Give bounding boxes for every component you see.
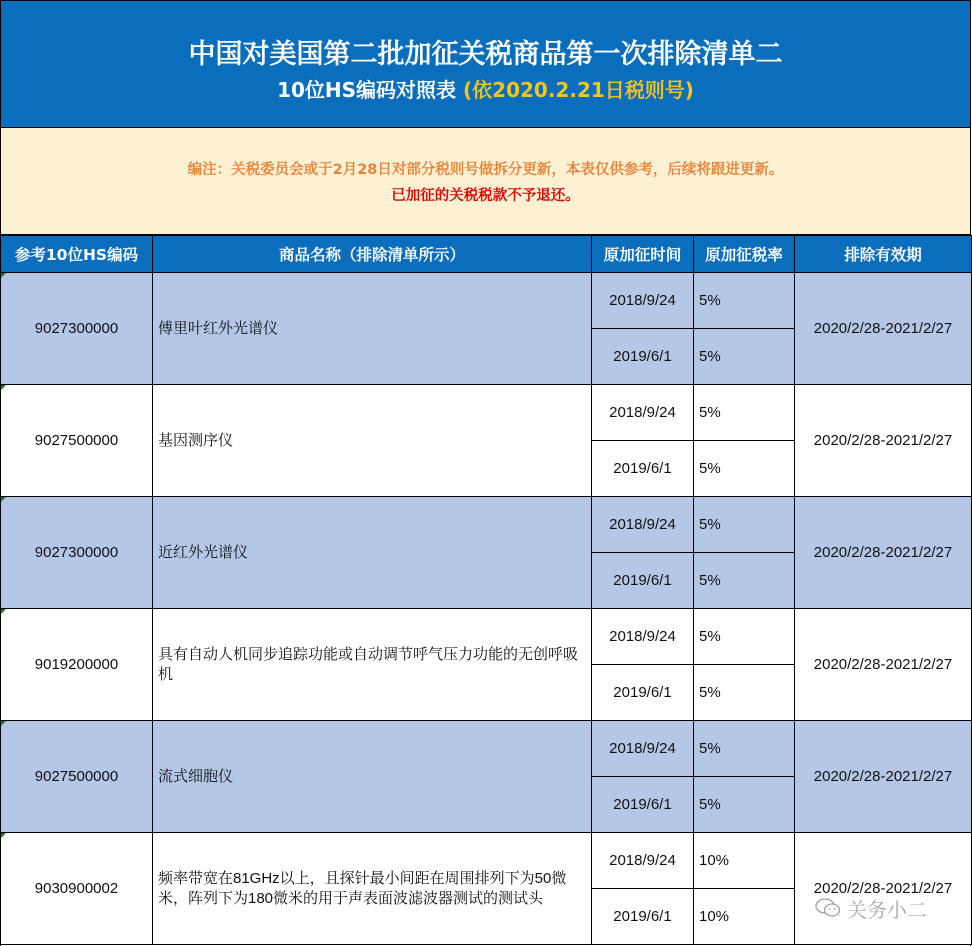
table-row bbox=[1, 497, 972, 553]
date-cell: 2018/9/24 bbox=[592, 273, 694, 329]
watermark bbox=[815, 893, 965, 923]
rate-cell: 10% bbox=[694, 889, 795, 945]
subtitle-accent: (依2020.2.21日税则号) bbox=[463, 78, 694, 102]
validity-cell: 2020/2/28-2021/2/27 bbox=[795, 609, 972, 721]
product-name-cell: 频率带宽在81GHz以上，且探针最小间距在周围排列下为50微米，阵列下为180微米的用于声表面波滤波器测试的测试头 bbox=[153, 833, 592, 945]
rate-cell: 5% bbox=[694, 553, 795, 609]
table-row bbox=[1, 273, 972, 329]
title-banner bbox=[0, 0, 971, 128]
date-cell: 2019/6/1 bbox=[592, 777, 694, 833]
rate-cell: 5% bbox=[694, 609, 795, 665]
column-header-hs-code: 参考10位HS编码 bbox=[1, 236, 153, 273]
rate-cell: 5% bbox=[694, 665, 795, 721]
rate-cell: 10% bbox=[694, 833, 795, 889]
date-cell: 2018/9/24 bbox=[592, 721, 694, 777]
exclusion-table bbox=[0, 235, 972, 945]
page-title: 中国对美国第二批加征关税商品第一次排除清单二 bbox=[188, 39, 783, 70]
table-row bbox=[1, 385, 972, 441]
rate-cell: 5% bbox=[694, 385, 795, 441]
hs-code-cell: 9019200000 bbox=[1, 609, 153, 721]
date-cell: 2018/9/24 bbox=[592, 497, 694, 553]
rate-cell: 5% bbox=[694, 329, 795, 385]
hs-code-cell: 9030900002 bbox=[1, 833, 153, 945]
table-row bbox=[1, 609, 972, 665]
date-cell: 2018/9/24 bbox=[592, 385, 694, 441]
product-name-cell: 流式细胞仪 bbox=[153, 721, 592, 833]
hs-code-cell: 9027500000 bbox=[1, 385, 153, 497]
table-header-row bbox=[1, 236, 972, 273]
editor-note bbox=[0, 128, 971, 235]
date-cell: 2018/9/24 bbox=[592, 833, 694, 889]
column-header-product-name: 商品名称（排除清单所示） bbox=[153, 236, 592, 273]
validity-cell: 2020/2/28-2021/2/27 bbox=[795, 385, 972, 497]
date-cell: 2018/9/24 bbox=[592, 609, 694, 665]
date-cell: 2019/6/1 bbox=[592, 665, 694, 721]
validity-cell: 2020/2/28-2021/2/27 bbox=[795, 497, 972, 609]
rate-cell: 5% bbox=[694, 777, 795, 833]
table-row bbox=[1, 833, 972, 889]
date-cell: 2019/6/1 bbox=[592, 553, 694, 609]
subtitle-main: 10位HS编码对照表 bbox=[277, 78, 457, 102]
date-cell: 2019/6/1 bbox=[592, 889, 694, 945]
note-line-no-refund: 已加征的关税税款不予退还。 bbox=[391, 188, 580, 204]
validity-cell: 2020/2/28-2021/2/27 bbox=[795, 721, 972, 833]
rate-cell: 5% bbox=[694, 273, 795, 329]
column-header-original-date: 原加征时间 bbox=[592, 236, 694, 273]
rate-cell: 5% bbox=[694, 721, 795, 777]
product-name-cell: 傅里叶红外光谱仪 bbox=[153, 273, 592, 385]
hs-code-cell: 9027300000 bbox=[1, 273, 153, 385]
hs-code-cell: 9027300000 bbox=[1, 497, 153, 609]
watermark-text: 关务小二 bbox=[847, 897, 927, 922]
product-name-cell: 近红外光谱仪 bbox=[153, 497, 592, 609]
validity-cell: 2020/2/28-2021/2/27 bbox=[795, 273, 972, 385]
date-cell: 2019/6/1 bbox=[592, 329, 694, 385]
wechat-icon bbox=[815, 897, 841, 919]
rate-cell: 5% bbox=[694, 497, 795, 553]
rate-cell: 5% bbox=[694, 441, 795, 497]
table-row bbox=[1, 721, 972, 777]
column-header-original-rate: 原加征税率 bbox=[694, 236, 795, 273]
product-name-cell: 具有自动人机同步追踪功能或自动调节呼气压力功能的无创呼吸机 bbox=[153, 609, 592, 721]
validity-cell: 2020/2/28-2021/2/27 bbox=[795, 833, 972, 945]
product-name-cell: 基因测序仪 bbox=[153, 385, 592, 497]
page-subtitle bbox=[1, 74, 970, 103]
hs-code-cell: 9027500000 bbox=[1, 721, 153, 833]
note-line-update: 编注：关税委员会或于2月28日对部分税则号做拆分更新，本表仅供参考，后续将跟进更新。 bbox=[187, 162, 784, 178]
column-header-validity: 排除有效期 bbox=[795, 236, 972, 273]
date-cell: 2019/6/1 bbox=[592, 441, 694, 497]
